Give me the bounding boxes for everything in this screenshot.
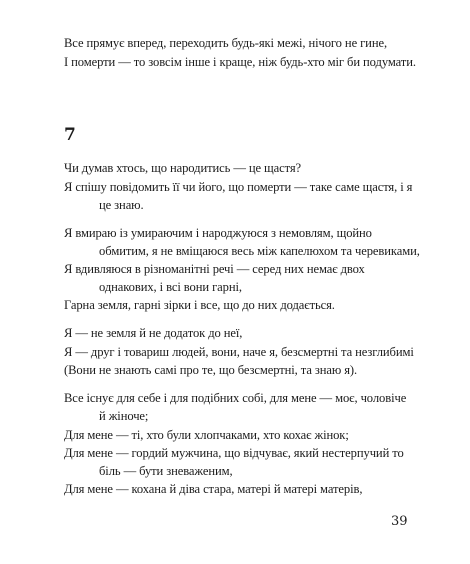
poem-line: Я — друг і товариш людей, вони, наче я, безсмертні та незглибимі: [64, 345, 414, 359]
poem-line-continuation: й жіноче;: [99, 409, 149, 423]
poem-line: Все прямує вперед, переходить будь-які межі, нічого не гине,: [64, 36, 387, 50]
poem-line: Чи думав хтось, що народитись — це щастя?: [64, 161, 302, 175]
poem-line: Для мене — ті, хто були хлопчаками, хто кохає жінок;: [64, 428, 349, 442]
poem-line: Я спішу повідомить її чи його, що померти — таке саме щастя, і я: [64, 180, 413, 194]
poem-line-continuation: обмитим, я не вміщаюся весь між капелюхом та черевиками,: [99, 244, 420, 258]
page-number: 39: [391, 514, 408, 529]
poem-line: Гарна земля, гарні зірки і все, що до них додається.: [64, 298, 335, 312]
poem-line: Для мене — гордий мужчина, що відчуває, який нестерпучий то: [64, 446, 404, 460]
poem-line: І померти — то зовсім інше і краще, ніж будь-хто міг би подумати.: [64, 55, 416, 69]
poem-line: Я вмираю із умираючим і народжуюся з немовлям, щойно: [64, 226, 372, 240]
poem-line-continuation: це знаю.: [99, 198, 144, 212]
poem-line: Для мене — кохана й діва стара, матері й матері матерів,: [64, 482, 363, 496]
poem-line: Все існує для себе і для подібних собі, для мене — моє, чоловіче: [64, 391, 407, 405]
poem-line-continuation: біль — бути зневаженим,: [99, 464, 233, 478]
poem-line-continuation: однакових, і всі вони гарні,: [99, 280, 242, 294]
poem-line: (Вони не знають самі про те, що безсмертні, та знаю я).: [64, 363, 358, 377]
poem-line: Я — не земля й не додаток до неї,: [64, 326, 243, 340]
section-number: 7: [64, 125, 76, 145]
poem-line: Я вдивляюся в різноманітні речі — серед них немає двох: [64, 262, 365, 276]
